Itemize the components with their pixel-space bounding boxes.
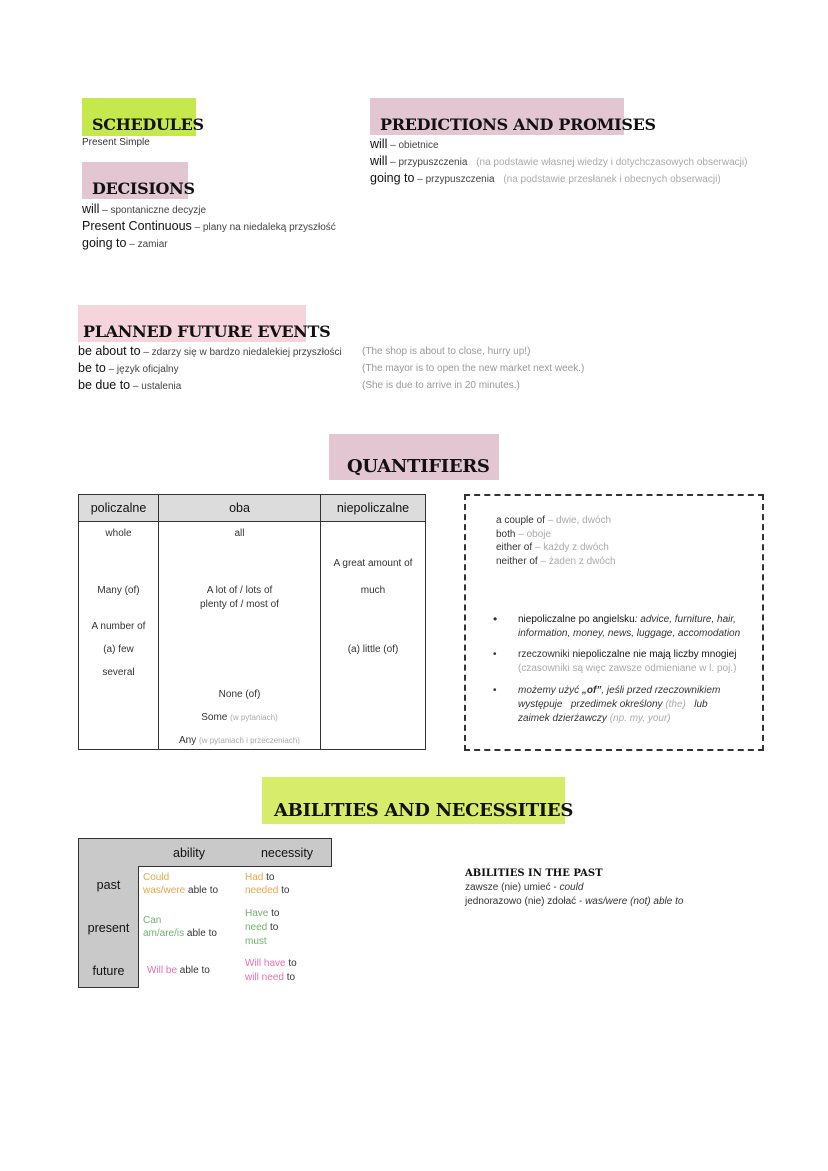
box-term-neither: neither of – żaden z dwóch <box>496 556 616 567</box>
row-label-present: present <box>87 921 130 935</box>
planned-line-1: be about to – zdarzy się w bardzo niedalekiej przyszłości <box>78 344 342 358</box>
schedules-subtitle: Present Simple <box>82 137 150 148</box>
abilities-table <box>78 838 332 988</box>
future-ability-will-be: Will be able to <box>147 965 210 976</box>
bullet-3-dot: • <box>493 685 497 696</box>
q-a-little: (a) little (of) <box>347 644 399 655</box>
future-nec-will-have: Will have to <box>245 958 297 969</box>
bullet-2-dot: • <box>493 649 497 660</box>
q-plenty-of: plenty of / most of <box>200 599 279 610</box>
q-great-amount: A great amount of <box>333 558 413 569</box>
present-nec-must: must <box>245 936 267 947</box>
predictions-line-3: going to – przypuszczenia (na podstawie przesłanek i obecnych obserwacji) <box>370 171 721 185</box>
quantifiers-col-divider-2 <box>320 495 321 749</box>
present-ability-am-are-is: am/are/is able to <box>143 928 217 939</box>
header-policzalne: policzalne <box>90 501 147 515</box>
header-niepoliczalne: niepoliczalne <box>336 501 410 515</box>
bullet-1-dot: • <box>493 612 498 626</box>
past-nec-had: Had to <box>245 872 275 883</box>
planned-line-2: be to – język oficjalny <box>78 361 179 375</box>
planned-line-3: be due to – ustalenia <box>78 378 182 392</box>
q-a-few: (a) few <box>103 644 134 655</box>
abilities-header-necessity: necessity <box>260 846 314 860</box>
row-label-past: past <box>96 878 121 892</box>
box-term-couple: a couple of – dwie, dwóch <box>496 515 612 526</box>
row-label-future: future <box>92 964 125 978</box>
quantifiers-heading: QUANTIFIERS <box>347 456 490 477</box>
bullet-1-line-2: information, money, news, luggage, accomodation <box>518 628 741 639</box>
q-many: Many (of) <box>97 585 140 596</box>
header-oba: oba <box>229 501 250 515</box>
bullet-1-line-1: niepoliczalne po angielsku: advice, furniture, hair, <box>518 614 736 625</box>
box-term-either: either of – każdy z dwóch <box>496 542 609 553</box>
past-nec-needed: needed to <box>245 885 290 896</box>
predictions-line-1: will – obietnice <box>370 137 439 151</box>
planned-example-1: (The shop is about to close, hurry up!) <box>362 346 531 357</box>
abilities-heading: ABILITIES AND NECESSITIES <box>274 800 574 821</box>
abilities-header-ability: ability <box>173 846 205 860</box>
planned-heading: PLANNED FUTURE EVENTS <box>83 322 331 341</box>
q-several: several <box>102 667 135 678</box>
decisions-heading: DECISIONS <box>92 179 195 198</box>
decisions-line-present-continuous: Present Continuous – plany na niedaleką przyszłość <box>82 219 336 233</box>
decisions-line-will: will – spontaniczne decyzje <box>82 202 207 216</box>
predictions-line-2: will – przypuszczenia (na podstawie własnej wiedzy i dotychczasowych obserwacji) <box>370 154 748 168</box>
predictions-heading: PREDICTIONS AND PROMISES <box>380 115 656 134</box>
bullet-3-line-1: możemy użyć „of”, jeśli przed rzeczownikiem <box>518 685 721 696</box>
q-some: Some (w pytaniach) <box>201 712 278 723</box>
schedules-heading: SCHEDULES <box>92 115 204 134</box>
present-nec-have: Have to <box>245 908 280 919</box>
abilities-past-line-2: jednorazowo (nie) zdołać - was/were (not) able to <box>465 896 684 907</box>
present-ability-can: Can <box>143 915 162 926</box>
q-a-number-of: A number of <box>91 621 146 632</box>
bullet-3-line-2: występuje przedimek określony (the) lub <box>518 699 708 710</box>
planned-example-2: (The mayor is to open the new market next week.) <box>362 363 585 374</box>
q-all: all <box>234 528 245 539</box>
q-a-lot-of: A lot of / lots of <box>206 585 273 596</box>
q-whole: whole <box>105 528 132 539</box>
past-ability-could: Could <box>143 872 170 883</box>
quantifiers-table <box>78 494 426 750</box>
q-any: Any (w pytaniach i przeczeniach) <box>179 735 300 746</box>
abilities-past-title: ABILITIES IN THE PAST <box>465 868 603 879</box>
bullet-2-line-1: rzeczowniki niepoliczalne nie mają liczby mnogiej <box>518 649 737 660</box>
present-nec-need: need to <box>245 922 279 933</box>
decisions-line-going-to: going to – zamiar <box>82 236 168 250</box>
future-nec-will-need: will need to <box>245 972 296 983</box>
q-none-of: None (of) <box>218 689 261 700</box>
past-ability-was-were: was/were able to <box>143 885 219 896</box>
box-term-both: both – oboje <box>496 529 552 540</box>
bullet-2-line-2: (czasowniki są więc zawsze odmieniane w l. poj.) <box>518 663 737 674</box>
bullet-3-line-3: zaimek dzierżawczy (np. my, your) <box>518 713 671 724</box>
planned-example-3: (She is due to arrive in 20 minutes.) <box>362 380 520 391</box>
abilities-past-line-1: zawsze (nie) umieć - could <box>465 882 584 893</box>
q-much: much <box>360 585 386 596</box>
